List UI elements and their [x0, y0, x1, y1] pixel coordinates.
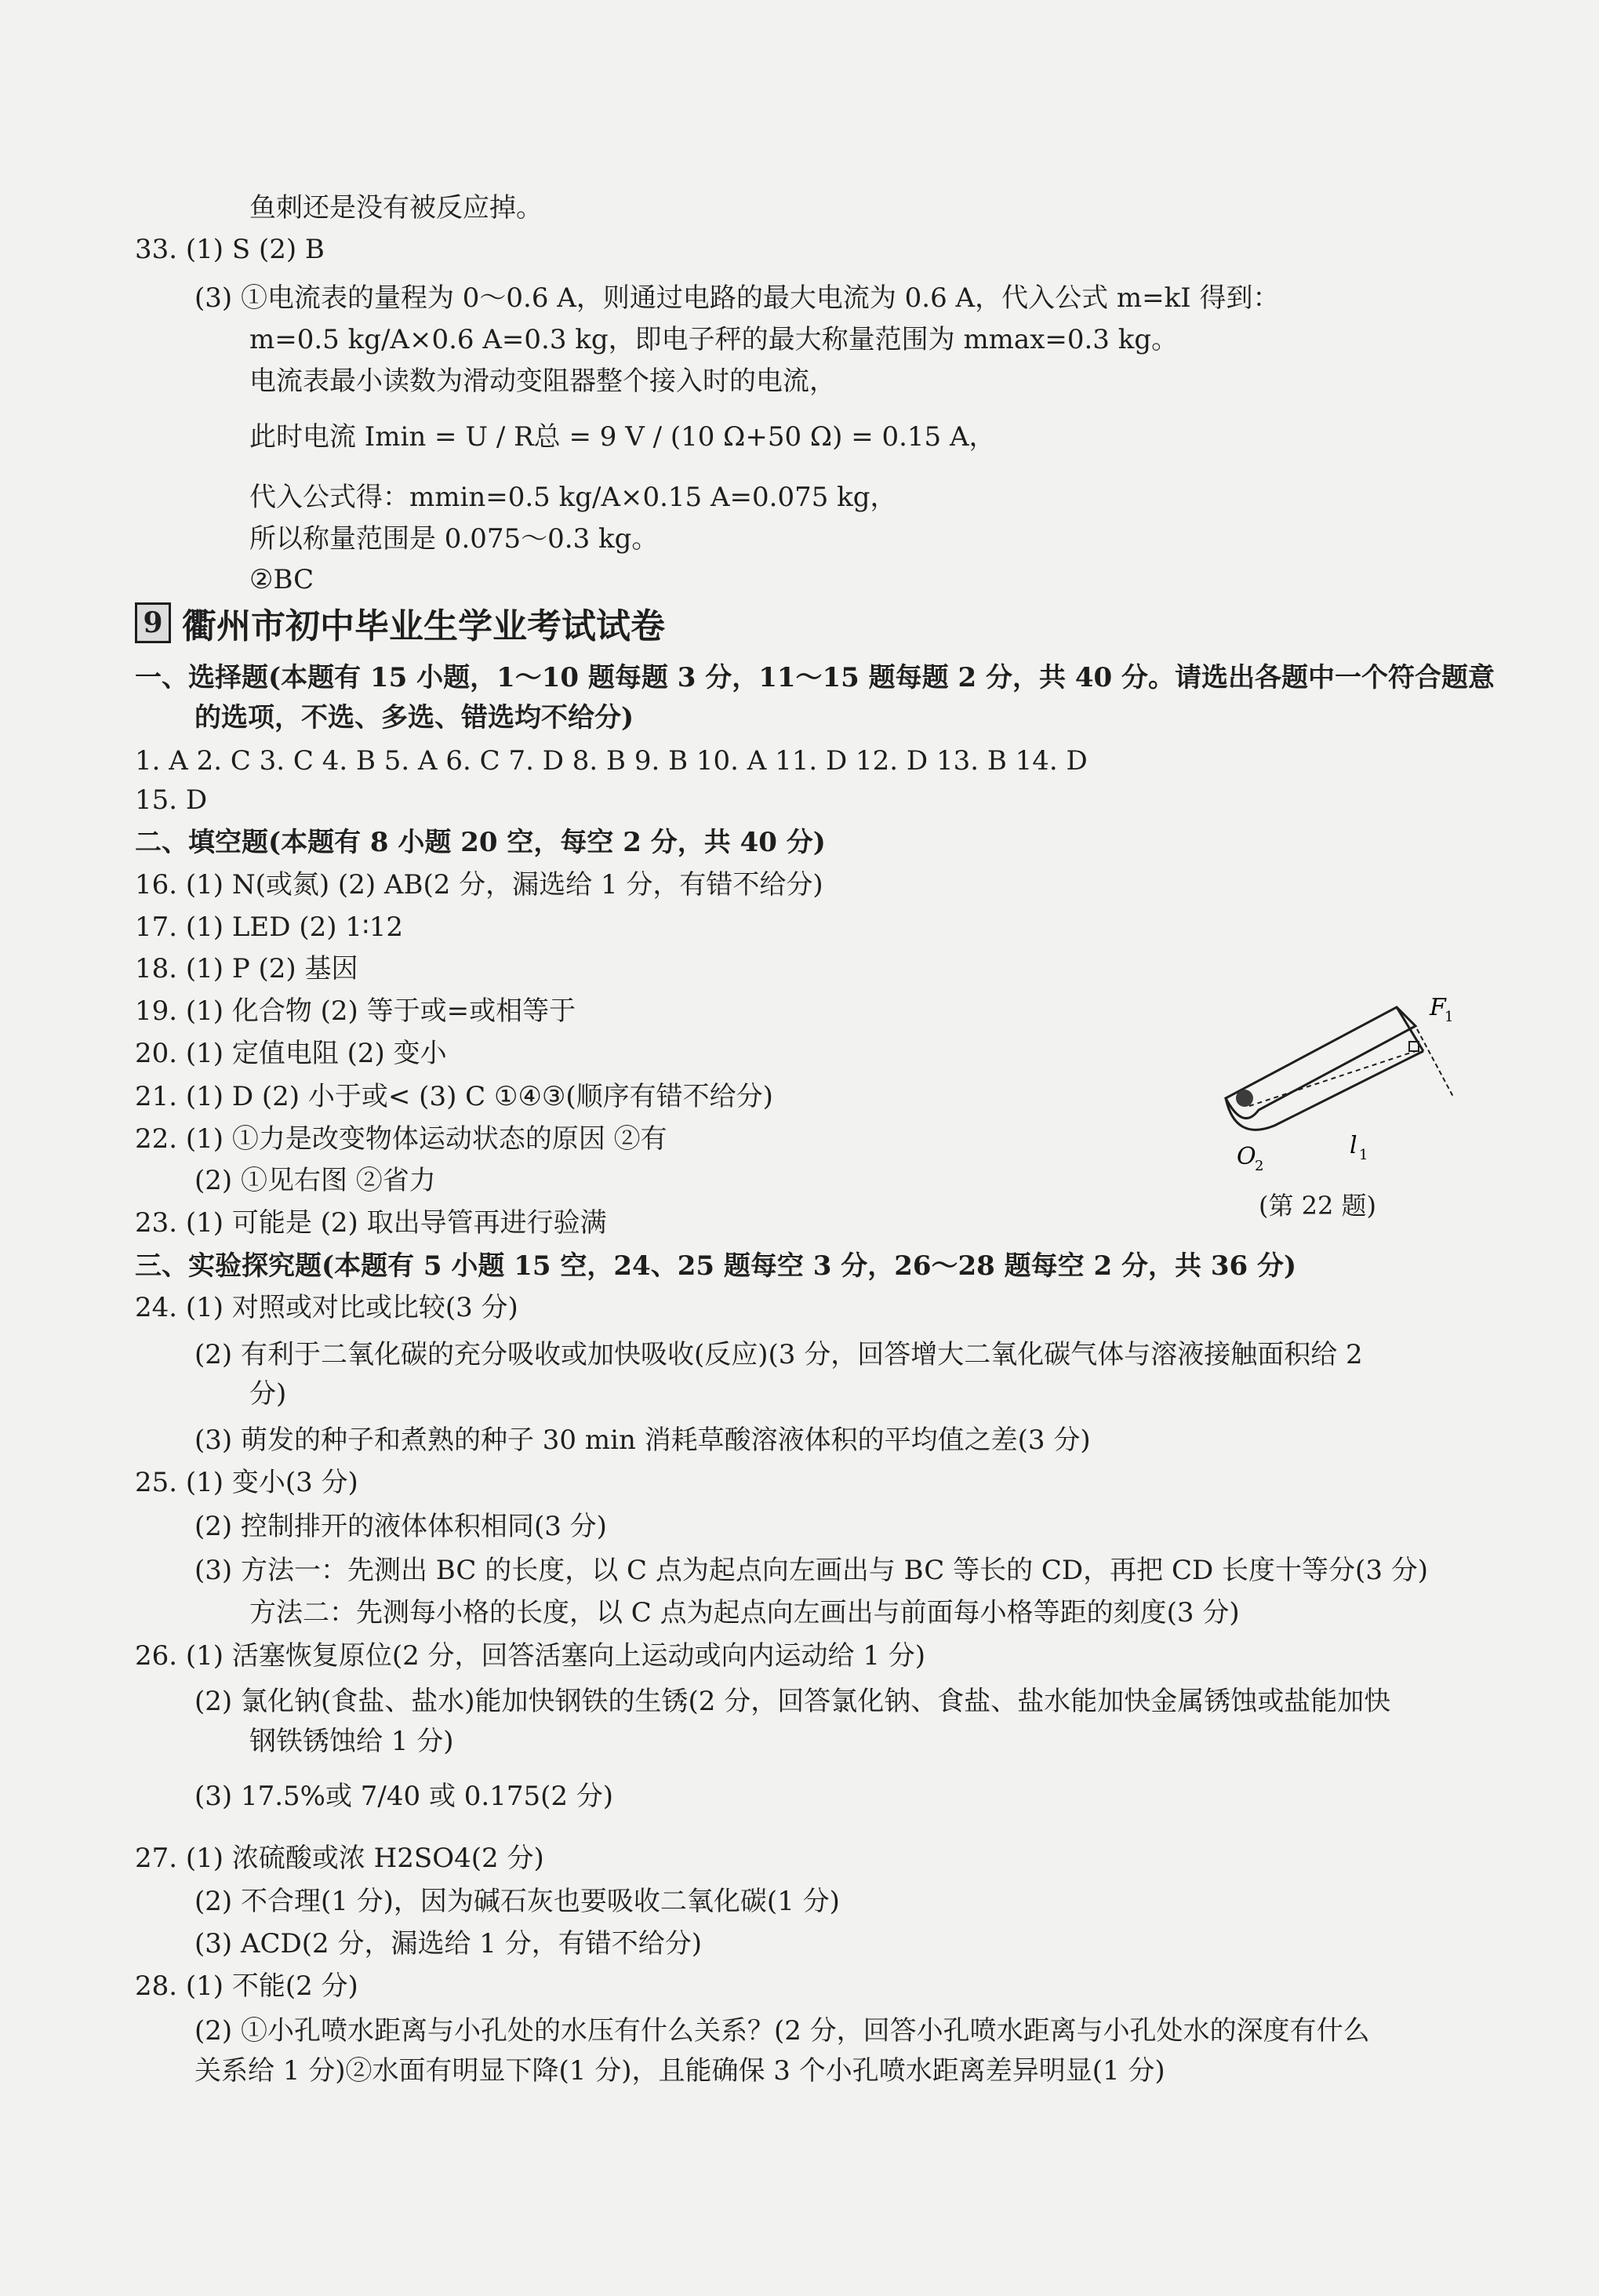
text-line-l30: (2) 控制排开的液体体积相同(3 分) — [194, 1511, 607, 1542]
text-line-l33: 26. (1) 活塞恢复原位(2 分，回答活塞向上运动或向内运动给 1 分) — [135, 1640, 926, 1672]
text-line-l01: 鱼刺还是没有被反应掉。 — [249, 192, 543, 224]
text-line-l15: 16. (1) N(或氮) (2) AB(2 分，漏选给 1 分，有错不给分) — [135, 869, 823, 901]
text-line-l40: 28. (1) 不能(2 分) — [135, 1970, 358, 2002]
text-line-l41: (2) ①小孔喷水距离与小孔处的水压有什么关系？(2 分，回答小孔喷水距离与小孔处水的深度有什么 — [194, 2015, 1370, 2047]
text-line-l13: 15. D — [135, 784, 208, 816]
text-line-l16: 17. (1) LED (2) 1∶12 — [135, 911, 404, 943]
text-line-l06: 此时电流 Imin = U / R总 = 9 V / (10 Ω+50 Ω) = 0.15 A， — [249, 421, 996, 453]
label-o2-sub: 2 — [1255, 1158, 1264, 1174]
text-line-l31: (3) 方法一：先测出 BC 的长度，以 C 点为起点向左画出与 BC 等长的 CD，再把 CD 长度十等分(3 分) — [194, 1555, 1429, 1586]
text-line-l29: 25. (1) 变小(3 分) — [135, 1467, 358, 1498]
text-line-l08: 所以称量范围是 0.075～0.3 kg。 — [249, 523, 659, 555]
text-line-l03: (3) ①电流表的量程为 0～0.6 A，则通过电路的最大电流为 0.6 A，代入公式 m=kI 得到： — [194, 282, 1280, 314]
text-line-l42: 关系给 1 分)②水面有明显下降(1 分)，且能确保 3 个小孔喷水距离差异明显(1 分) — [194, 2055, 1165, 2087]
text-line-l36: (3) 17.5%或 7/40 或 0.175(2 分) — [194, 1781, 614, 1812]
text-line-l32: 方法二：先测每小格的长度，以 C 点为起点向左画出与前面每小格等距的刻度(3 分) — [249, 1597, 1240, 1628]
text-line-l24: 三、实验探究题(本题有 5 小题 15 空，24、25 题每空 3 分，26～28 题每空 2 分，共 36 分) — [135, 1250, 1297, 1282]
lever-figure — [1212, 996, 1463, 1184]
text-line-l22: (2) ①见右图 ②省力 — [194, 1165, 436, 1196]
text-line-l10: 一、选择题(本题有 15 小题，1～10 题每题 3 分，11～15 题每题 2 分，共 40 分。请选出各题中一个符合题意 — [135, 662, 1495, 693]
text-line-l18: 19. (1) 化合物 (2) 等于或=或相等于 — [135, 995, 576, 1027]
lever-trough — [1226, 1051, 1423, 1130]
text-line-l02: 33. (1) S (2) B — [135, 234, 325, 265]
text-line-l12: 1. A 2. C 3. C 4. B 5. A 6. C 7. D 8. B 9. B 10. A 11. D 12. D 13. B 14. D — [135, 745, 1088, 777]
text-line-l25: 24. (1) 对照或对比或比较(3 分) — [135, 1292, 518, 1323]
text-line-l27: 分) — [249, 1378, 287, 1410]
text-line-l39: (3) ACD(2 分，漏选给 1 分，有错不给分) — [194, 1928, 703, 1959]
label-f1-sub: 1 — [1445, 1009, 1454, 1025]
text-line-l34: (2) 氯化钠(食盐、盐水)能加快钢铁的生锈(2 分，回答氯化钠、食盐、盐水能加快金属锈蚀或盐能加快 — [194, 1686, 1391, 1717]
text-line-l35: 钢铁锈蚀给 1 分) — [249, 1726, 454, 1757]
section-title-text: 衢州市初中毕业生学业考试试卷 — [182, 606, 665, 646]
label-l1-sub: 1 — [1359, 1147, 1368, 1163]
label-l1: l — [1350, 1132, 1357, 1159]
section-number-badge: 9 — [135, 602, 171, 643]
pivot-point — [1236, 1090, 1253, 1107]
label-f1: F — [1430, 996, 1446, 1021]
text-line-l17: 18. (1) P (2) 基因 — [135, 953, 358, 984]
text-line-l11: 的选项，不选、多选、错选均不给分) — [194, 702, 634, 733]
text-line-l26: (2) 有利于二氧化碳的充分吸收或加快吸收(反应)(3 分，回答增大二氧化碳气体与溶液接触面积给 2 — [194, 1339, 1363, 1370]
text-line-l38: (2) 不合理(1 分)，因为碱石灰也要吸收二氧化碳(1 分) — [194, 1886, 840, 1917]
text-line-l23: 23. (1) 可能是 (2) 取出导管再进行验满 — [135, 1207, 607, 1239]
label-o2: O — [1237, 1143, 1256, 1170]
text-line-l37: 27. (1) 浓硫酸或浓 H2SO4(2 分) — [135, 1843, 544, 1874]
text-line-l19: 20. (1) 定值电阻 (2) 变小 — [135, 1038, 447, 1069]
text-line-l21: 22. (1) ①力是改变物体运动状态的原因 ②有 — [135, 1123, 667, 1155]
text-line-l05: 电流表最小读数为滑动变阻器整个接入时的电流， — [249, 366, 836, 397]
text-line-l20: 21. (1) D (2) 小于或< (3) C ①④③(顺序有错不给分) — [135, 1081, 773, 1112]
text-line-l04: m=0.5 kg/A×0.6 A=0.3 kg，即电子秤的最大称量范围为 mmax=0.3 kg。 — [249, 324, 1179, 355]
text-line-l07: 代入公式得：mmin=0.5 kg/A×0.15 A=0.075 kg， — [249, 482, 897, 513]
figure-caption: (第 22 题) — [1259, 1191, 1377, 1221]
section-title — [135, 600, 665, 646]
text-line-l09: ②BC — [249, 564, 314, 595]
force-arrow — [1417, 1029, 1453, 1097]
text-line-l28: (3) 萌发的种子和煮熟的种子 30 min 消耗草酸溶液体积的平均值之差(3 分) — [194, 1425, 1091, 1456]
text-line-l14: 二、填空题(本题有 8 小题 20 空，每空 2 分，共 40 分) — [135, 827, 826, 858]
